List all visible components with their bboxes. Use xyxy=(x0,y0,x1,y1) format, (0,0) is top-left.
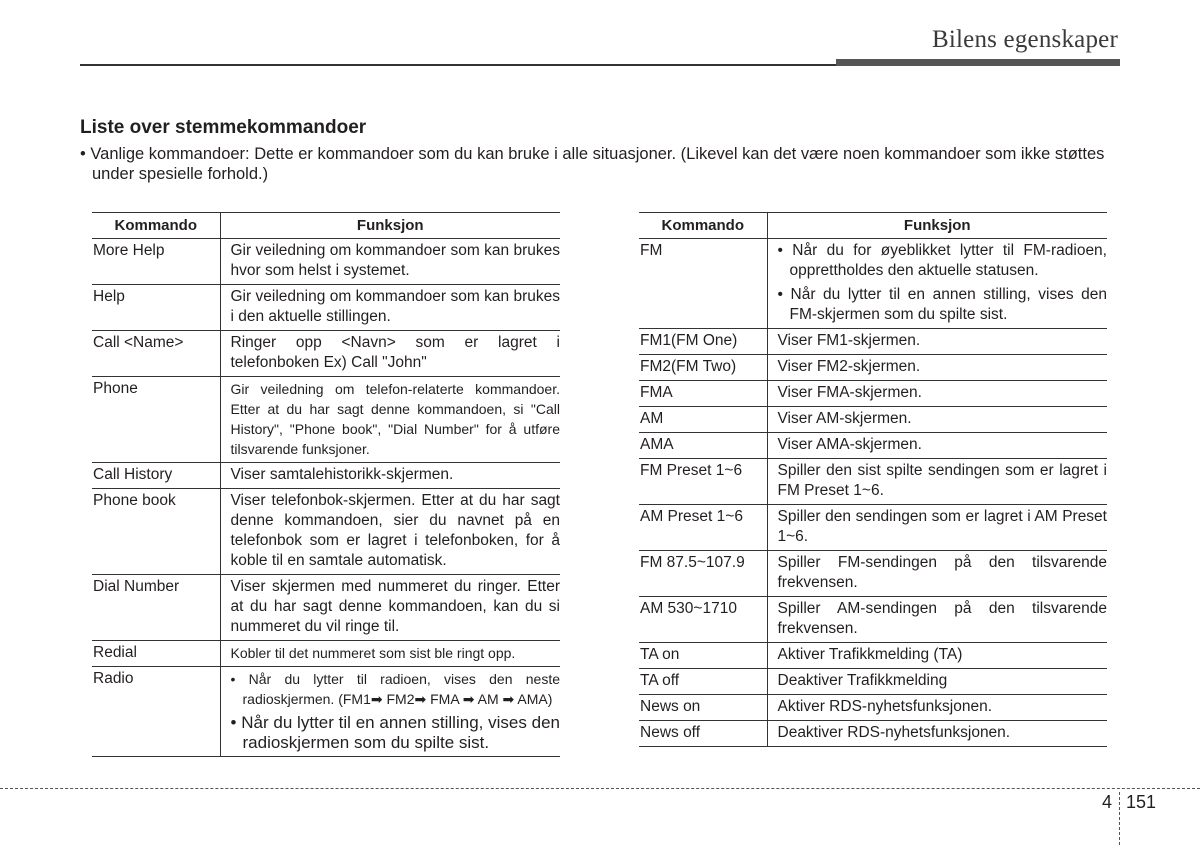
command-cell: Call History xyxy=(92,463,220,489)
command-cell: News on xyxy=(639,695,767,721)
column-header-function: Funksjon xyxy=(220,213,560,239)
page-number: 151 xyxy=(1126,792,1157,812)
command-cell: Help xyxy=(92,285,220,331)
function-cell: Spiller den sendingen som er lagret i AM Preset 1~6. xyxy=(767,505,1107,551)
command-cell: TA off xyxy=(639,669,767,695)
function-cell: Gir veiledning om kommandoer som kan brukes i den aktuelle stillingen. xyxy=(220,285,560,331)
table-row xyxy=(639,433,1107,459)
command-cell: FM Preset 1~6 xyxy=(639,459,767,505)
section-title: Liste over stemmekommandoer xyxy=(80,117,367,138)
table-row xyxy=(92,331,560,377)
function-cell xyxy=(220,667,560,757)
function-cell: Spiller den sist spilte sendingen som er lagret i FM Preset 1~6. xyxy=(767,459,1107,505)
function-cell: Gir veiledning om telefon-relaterte kommandoer. Etter at du har sagt denne kommandoen, si "Call History", "Phone book", "Dial Number" for å utføre tilsvarende funksjoner. xyxy=(220,377,560,463)
table-row xyxy=(639,643,1107,669)
function-cell: Viser AM-skjermen. xyxy=(767,407,1107,433)
command-cell: FM2(FM Two) xyxy=(639,355,767,381)
function-cell: Deaktiver RDS-nyhetsfunksjonen. xyxy=(767,721,1107,747)
command-cell: FM1(FM One) xyxy=(639,329,767,355)
column-header-command: Kommando xyxy=(639,213,767,239)
command-cell: Redial xyxy=(92,641,220,667)
table-row xyxy=(639,505,1107,551)
column-header-function: Funksjon xyxy=(767,213,1107,239)
table-header-row xyxy=(639,213,1107,239)
command-cell: More Help xyxy=(92,239,220,285)
command-cell: Dial Number xyxy=(92,575,220,641)
table-row xyxy=(639,597,1107,643)
table-row xyxy=(92,667,560,757)
function-cell: Spiller AM-sendingen på den tilsvarende frekvensen. xyxy=(767,597,1107,643)
command-cell: TA on xyxy=(639,643,767,669)
function-cell: Viser FMA-skjermen. xyxy=(767,381,1107,407)
bullet-item: • Når du lytter til en annen stilling, vises den FM-skjermen som du spilte sist. xyxy=(777,286,1107,323)
command-cell: AM Preset 1~6 xyxy=(639,505,767,551)
table-row xyxy=(92,489,560,575)
chapter-number: 4 xyxy=(1102,792,1113,812)
command-cell: AM xyxy=(639,407,767,433)
table-row xyxy=(639,459,1107,505)
function-cell: Aktiver RDS-nyhetsfunksjonen. xyxy=(767,695,1107,721)
table-header-row xyxy=(92,213,560,239)
function-cell: Gir veiledning om kommandoer som kan brukes hvor som helst i systemet. xyxy=(220,239,560,285)
table-row xyxy=(92,463,560,489)
table-row xyxy=(639,239,1107,329)
command-cell: Phone xyxy=(92,377,220,463)
table-row xyxy=(639,669,1107,695)
table-row xyxy=(639,381,1107,407)
function-cell: Viser AMA-skjermen. xyxy=(767,433,1107,459)
page-number-divider xyxy=(1119,792,1120,845)
function-cell: Viser samtalehistorikk-skjermen. xyxy=(220,463,560,489)
function-cell: Viser skjermen med nummeret du ringer. Etter at du har sagt denne kommandoen, kan du si nummeret du vil ringe til. xyxy=(220,575,560,641)
table-row xyxy=(92,575,560,641)
table-row xyxy=(92,285,560,331)
bullet-item: • Når du lytter til en annen stilling, vises den radioskjermen som du spilte sist. xyxy=(230,713,560,752)
command-cell: Radio xyxy=(92,667,220,757)
function-cell: Aktiver Trafikkmelding (TA) xyxy=(767,643,1107,669)
command-cell: AM 530~1710 xyxy=(639,597,767,643)
table-row xyxy=(639,551,1107,597)
command-cell: FM xyxy=(639,239,767,329)
table-row xyxy=(92,239,560,285)
function-cell: Viser FM2-skjermen. xyxy=(767,355,1107,381)
command-cell: FM 87.5~107.9 xyxy=(639,551,767,597)
column-header-command: Kommando xyxy=(92,213,220,239)
header-rule xyxy=(80,64,836,66)
table-row xyxy=(92,641,560,667)
function-cell: Viser FM1-skjermen. xyxy=(767,329,1107,355)
function-cell: Ringer opp <Navn> som er lagret i telefonboken Ex) Call "John" xyxy=(220,331,560,377)
command-cell: Phone book xyxy=(92,489,220,575)
command-cell: FMA xyxy=(639,381,767,407)
table-row xyxy=(639,721,1107,747)
bullet-item: • Når du lytter til radioen, vises den neste radioskjermen. (FM1➡ FM2➡ FMA ➡ AM ➡ AMA) xyxy=(230,671,560,707)
header-rule-accent xyxy=(836,59,1120,66)
function-cell xyxy=(767,239,1107,329)
command-cell: News off xyxy=(639,721,767,747)
bullet-item: • Når du for øyeblikket lytter til FM-radioen, opprettholdes den aktuelle statusen. xyxy=(777,242,1107,279)
function-cell: Kobler til det nummeret som sist ble ringt opp. xyxy=(220,641,560,667)
command-cell: AMA xyxy=(639,433,767,459)
footer-dashed-rule xyxy=(0,788,1200,789)
intro-paragraph: • Vanlige kommandoer: Dette er kommandoer som du kan bruke i alle situasjoner. (Likevel kan det være noen kommandoer som ikke støttes under spesielle forhold.) xyxy=(80,145,1105,183)
function-cell: Spiller FM-sendingen på den tilsvarende frekvensen. xyxy=(767,551,1107,597)
voice-commands-table-left xyxy=(92,212,560,757)
table-row xyxy=(92,377,560,463)
voice-commands-table-right xyxy=(639,212,1107,747)
command-cell: Call <Name> xyxy=(92,331,220,377)
function-cell: Viser telefonbok-skjermen. Etter at du har sagt denne kommandoen, sier du navnet på en telefonbok som er lagret i telefonboken, for å koble til en samtale automatisk. xyxy=(220,489,560,575)
table-row xyxy=(639,695,1107,721)
running-header-title: Bilens egenskaper xyxy=(932,26,1118,53)
table-row xyxy=(639,355,1107,381)
table-row xyxy=(639,407,1107,433)
function-cell: Deaktiver Trafikkmelding xyxy=(767,669,1107,695)
table-row xyxy=(639,329,1107,355)
